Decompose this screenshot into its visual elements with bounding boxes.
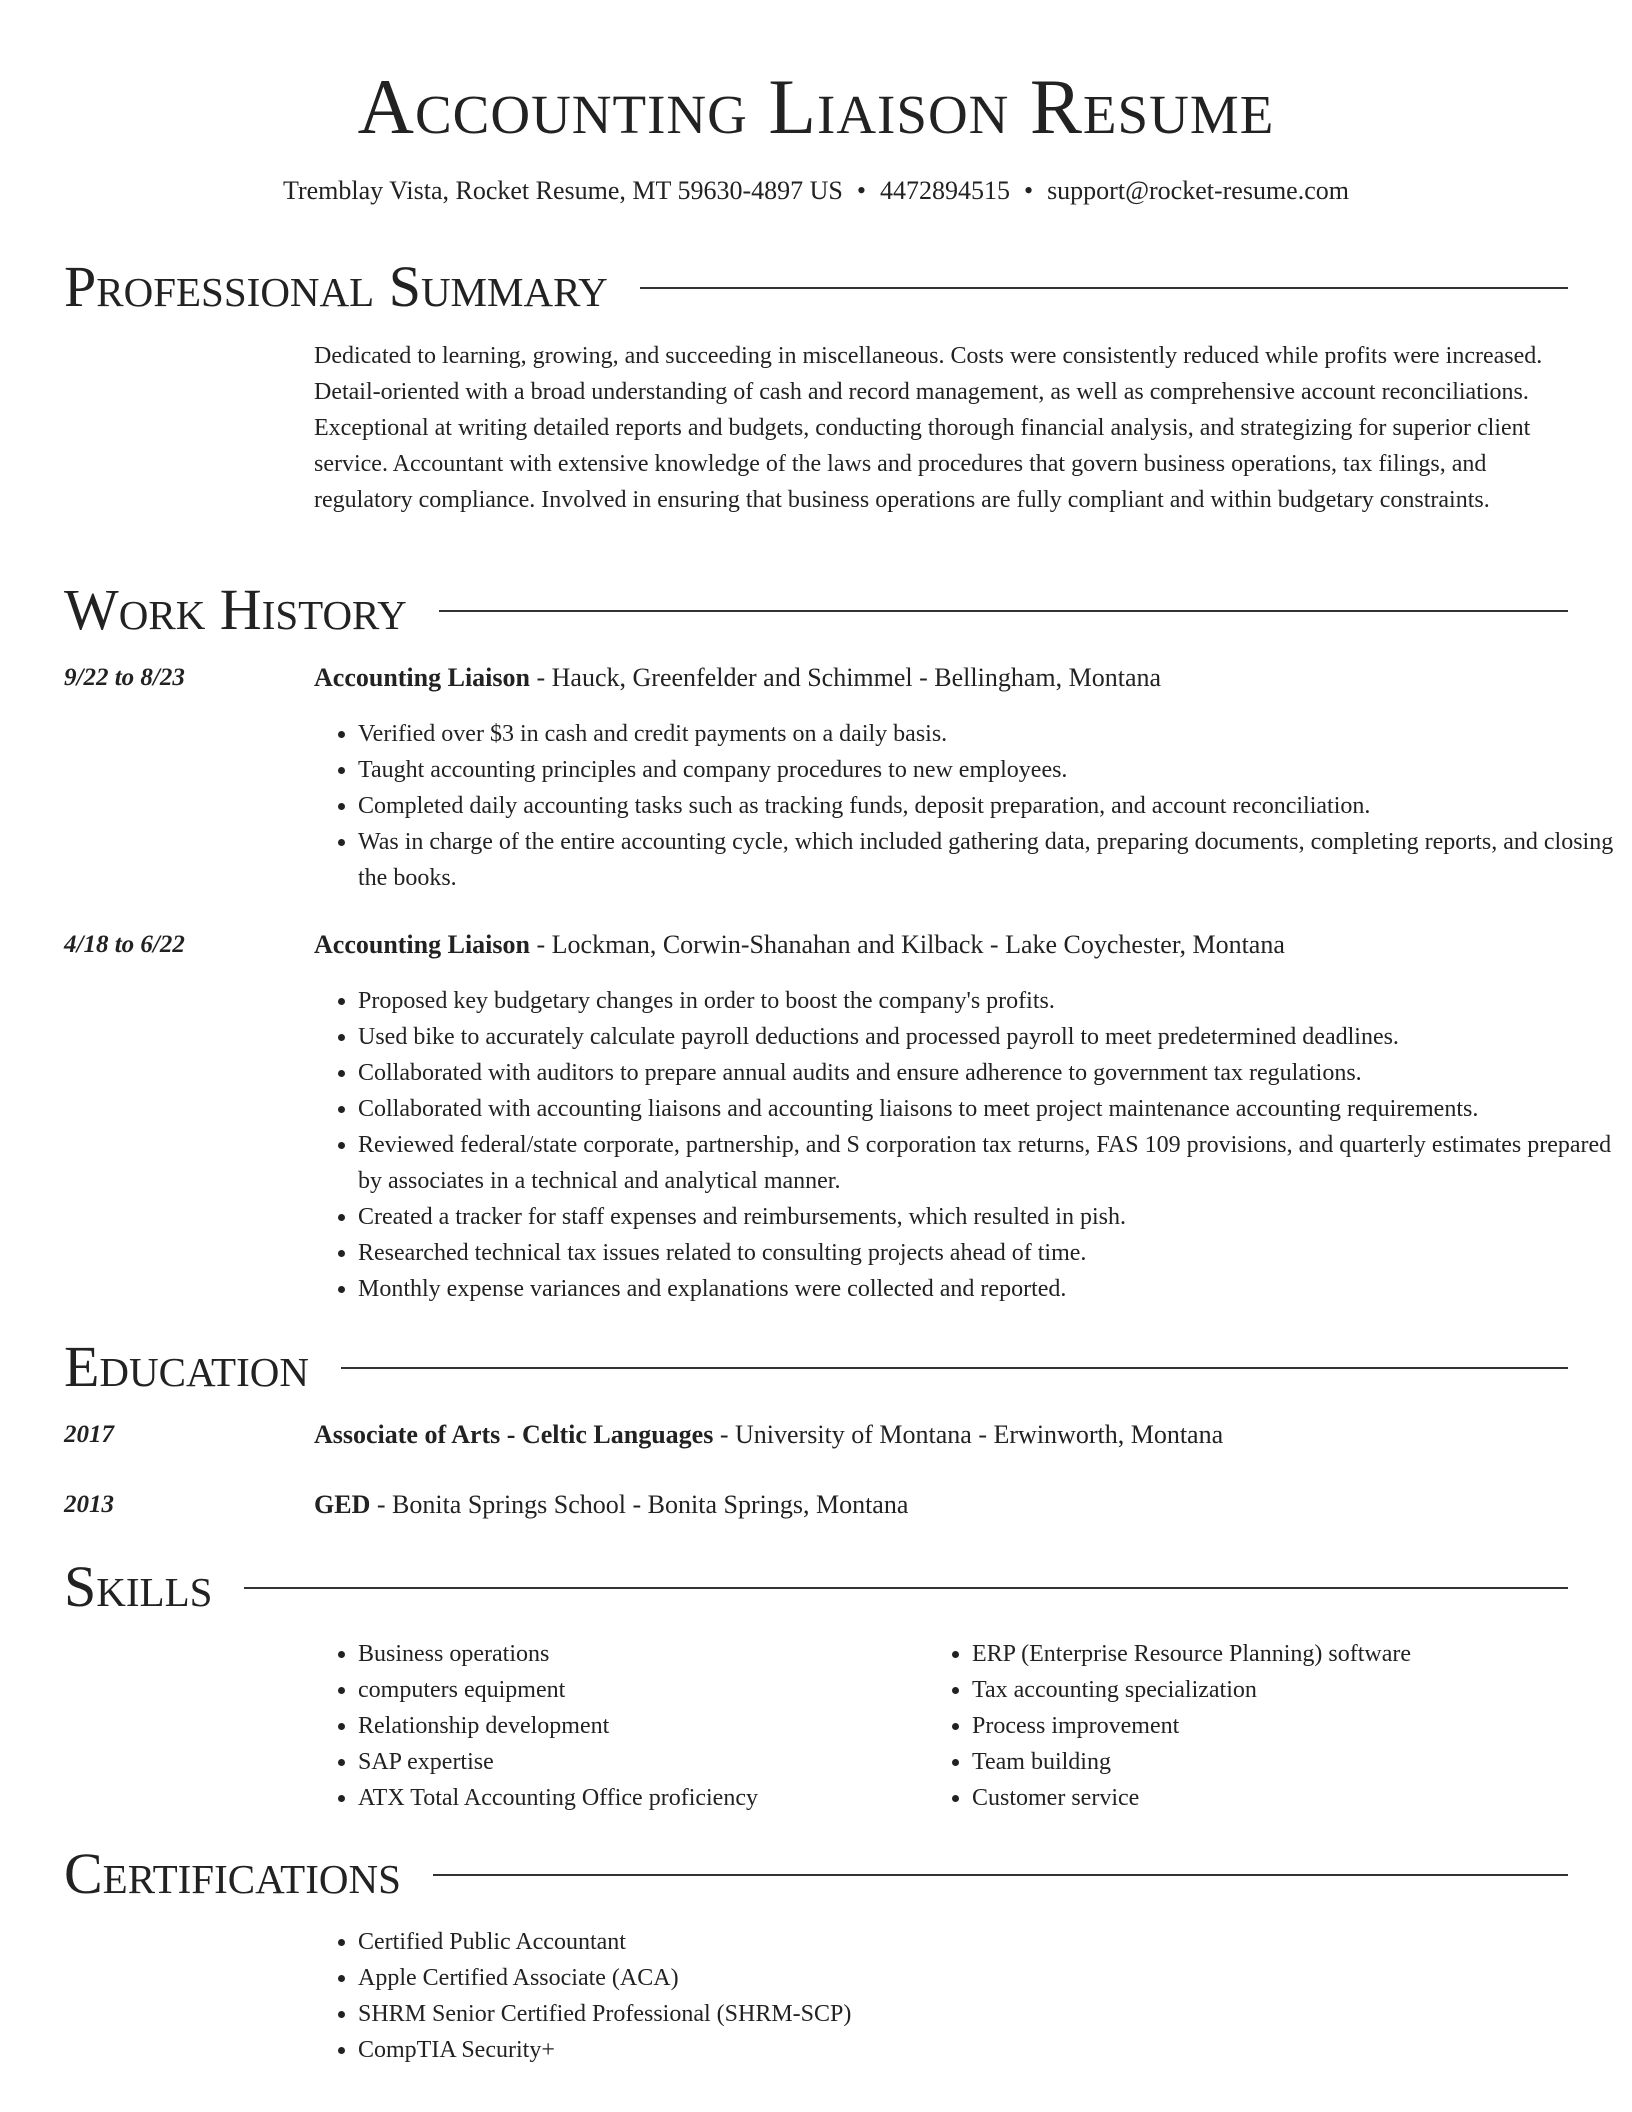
section-header-work: [64, 577, 1568, 643]
work-heading: [314, 927, 1568, 963]
list-item: • Collaborated with accounting liaisons and accounting liaisons to meet project maintenance accounting requirements.: [358, 1091, 1614, 1127]
skill-item: • Process improvement: [972, 1708, 1612, 1744]
contact-separator: •: [856, 176, 866, 205]
education-details: - Bonita Springs School - Bonita Springs, Montana: [370, 1490, 909, 1519]
work-title: Accounting Liaison: [314, 930, 530, 959]
section-divider: [640, 287, 1568, 289]
education-heading: [314, 1417, 1568, 1453]
section-header-education: [64, 1334, 1568, 1400]
skill-item: • Tax accounting specialization: [972, 1672, 1612, 1708]
list-item: • Monthly expense variances and explanations were collected and reported.: [358, 1271, 1614, 1307]
contact-line: [0, 174, 1632, 208]
skill-item: • Business operations: [358, 1636, 918, 1672]
section-title-summary: Professional Summary: [64, 254, 608, 319]
skill-item: • Relationship development: [358, 1708, 918, 1744]
section-divider: [341, 1367, 1568, 1369]
section-divider: [439, 610, 1568, 612]
education-details: - University of Montana - Erwinworth, Montana: [713, 1420, 1224, 1449]
list-item: • Reviewed federal/state corporate, partnership, and S corporation tax returns, FAS 109 provisions, and quarterly estimates prepared by associates in a technical and analytical manner.: [358, 1127, 1614, 1199]
certification-item: • CompTIA Security+: [358, 2032, 1614, 2068]
section-header-summary: [64, 254, 1568, 320]
work-heading: [314, 660, 1568, 696]
list-item: • Completed daily accounting tasks such as tracking funds, deposit preparation, and account reconciliation.: [358, 788, 1614, 824]
education-year: 2017: [64, 1421, 114, 1448]
section-divider: [244, 1587, 1568, 1589]
contact-email: support@rocket-resume.com: [1047, 176, 1349, 205]
list-item: • Researched technical tax issues related to consulting projects ahead of time.: [358, 1235, 1614, 1271]
education-degree: GED: [314, 1490, 371, 1519]
skill-item: • ATX Total Accounting Office proficiency: [358, 1780, 918, 1816]
summary-text: Dedicated to learning, growing, and succeeding in miscellaneous. Costs were consistently reduced while profits were increased. Detail-oriented with a broad understanding of cash and record management, as well as comprehensive account reconciliations. Exceptional at writing detailed reports and budgets, conducting thorough financial analysis, and strategizing for superior client service. Accountant with extensive knowledge of the laws and procedures that govern business operations, tax filings, and regulatory compliance. Involved in ensuring that business operations are fully compliant and within budgetary constraints.: [314, 343, 1543, 513]
skill-item: • ERP (Enterprise Resource Planning) software: [972, 1636, 1612, 1672]
education-heading: [314, 1487, 1568, 1523]
skill-item: • SAP expertise: [358, 1744, 918, 1780]
education-year: 2013: [64, 1491, 114, 1518]
certification-item: • Apple Certified Associate (ACA): [358, 1960, 1614, 1996]
list-item: • Was in charge of the entire accounting cycle, which included gathering data, preparing documents, completing reports, and closing the books.: [358, 824, 1614, 896]
contact-phone: 4472894515: [879, 176, 1010, 205]
skills-list-right: [928, 1636, 1612, 1816]
work-details: - Lockman, Corwin-Shanahan and Kilback - Lake Coychester, Montana: [530, 930, 1285, 959]
education-degree: Associate of Arts - Celtic Languages: [314, 1420, 714, 1449]
section-header-skills: [64, 1554, 1568, 1620]
skills-list-left: [314, 1636, 918, 1816]
work-dates: 4/18 to 6/22: [64, 931, 185, 958]
contact-address: Tremblay Vista, Rocket Resume, MT 59630-4897 US: [283, 176, 843, 205]
work-bullets: [314, 716, 1614, 896]
skill-item: • computers equipment: [358, 1672, 918, 1708]
list-item: • Collaborated with auditors to prepare annual audits and ensure adherence to government tax regulations.: [358, 1055, 1614, 1091]
work-details: - Hauck, Greenfelder and Schimmel - Bellingham, Montana: [530, 663, 1162, 692]
contact-separator: •: [1023, 176, 1034, 205]
certification-item: • Certified Public Accountant: [358, 1924, 1614, 1960]
certification-item: • SHRM Senior Certified Professional (SHRM-SCP): [358, 1996, 1614, 2032]
list-item: • Used bike to accurately calculate payroll deductions and processed payroll to meet predetermined deadlines.: [358, 1019, 1614, 1055]
skill-item: • Team building: [972, 1744, 1612, 1780]
list-item: • Verified over $3 in cash and credit payments on a daily basis.: [358, 716, 1614, 752]
section-header-certifications: [64, 1841, 1568, 1907]
list-item: • Proposed key budgetary changes in order to boost the company's profits.: [358, 983, 1614, 1019]
section-divider: [433, 1874, 1568, 1876]
section-title-education: Education: [64, 1334, 309, 1399]
list-item: • Created a tracker for staff expenses and reimbursements, which resulted in pish.: [358, 1199, 1614, 1235]
section-title-work: Work History: [64, 577, 407, 642]
skill-item: • Customer service: [972, 1780, 1612, 1816]
section-title-certifications: Certifications: [64, 1841, 401, 1906]
certifications-list: [314, 1924, 1614, 2068]
list-item: • Taught accounting principles and company procedures to new employees.: [358, 752, 1614, 788]
section-title-skills: Skills: [64, 1554, 213, 1619]
work-title: Accounting Liaison: [314, 663, 530, 692]
resume-title: Accounting Liaison Resume: [357, 63, 1275, 150]
work-bullets: [314, 983, 1614, 1307]
work-dates: 9/22 to 8/23: [64, 664, 185, 691]
